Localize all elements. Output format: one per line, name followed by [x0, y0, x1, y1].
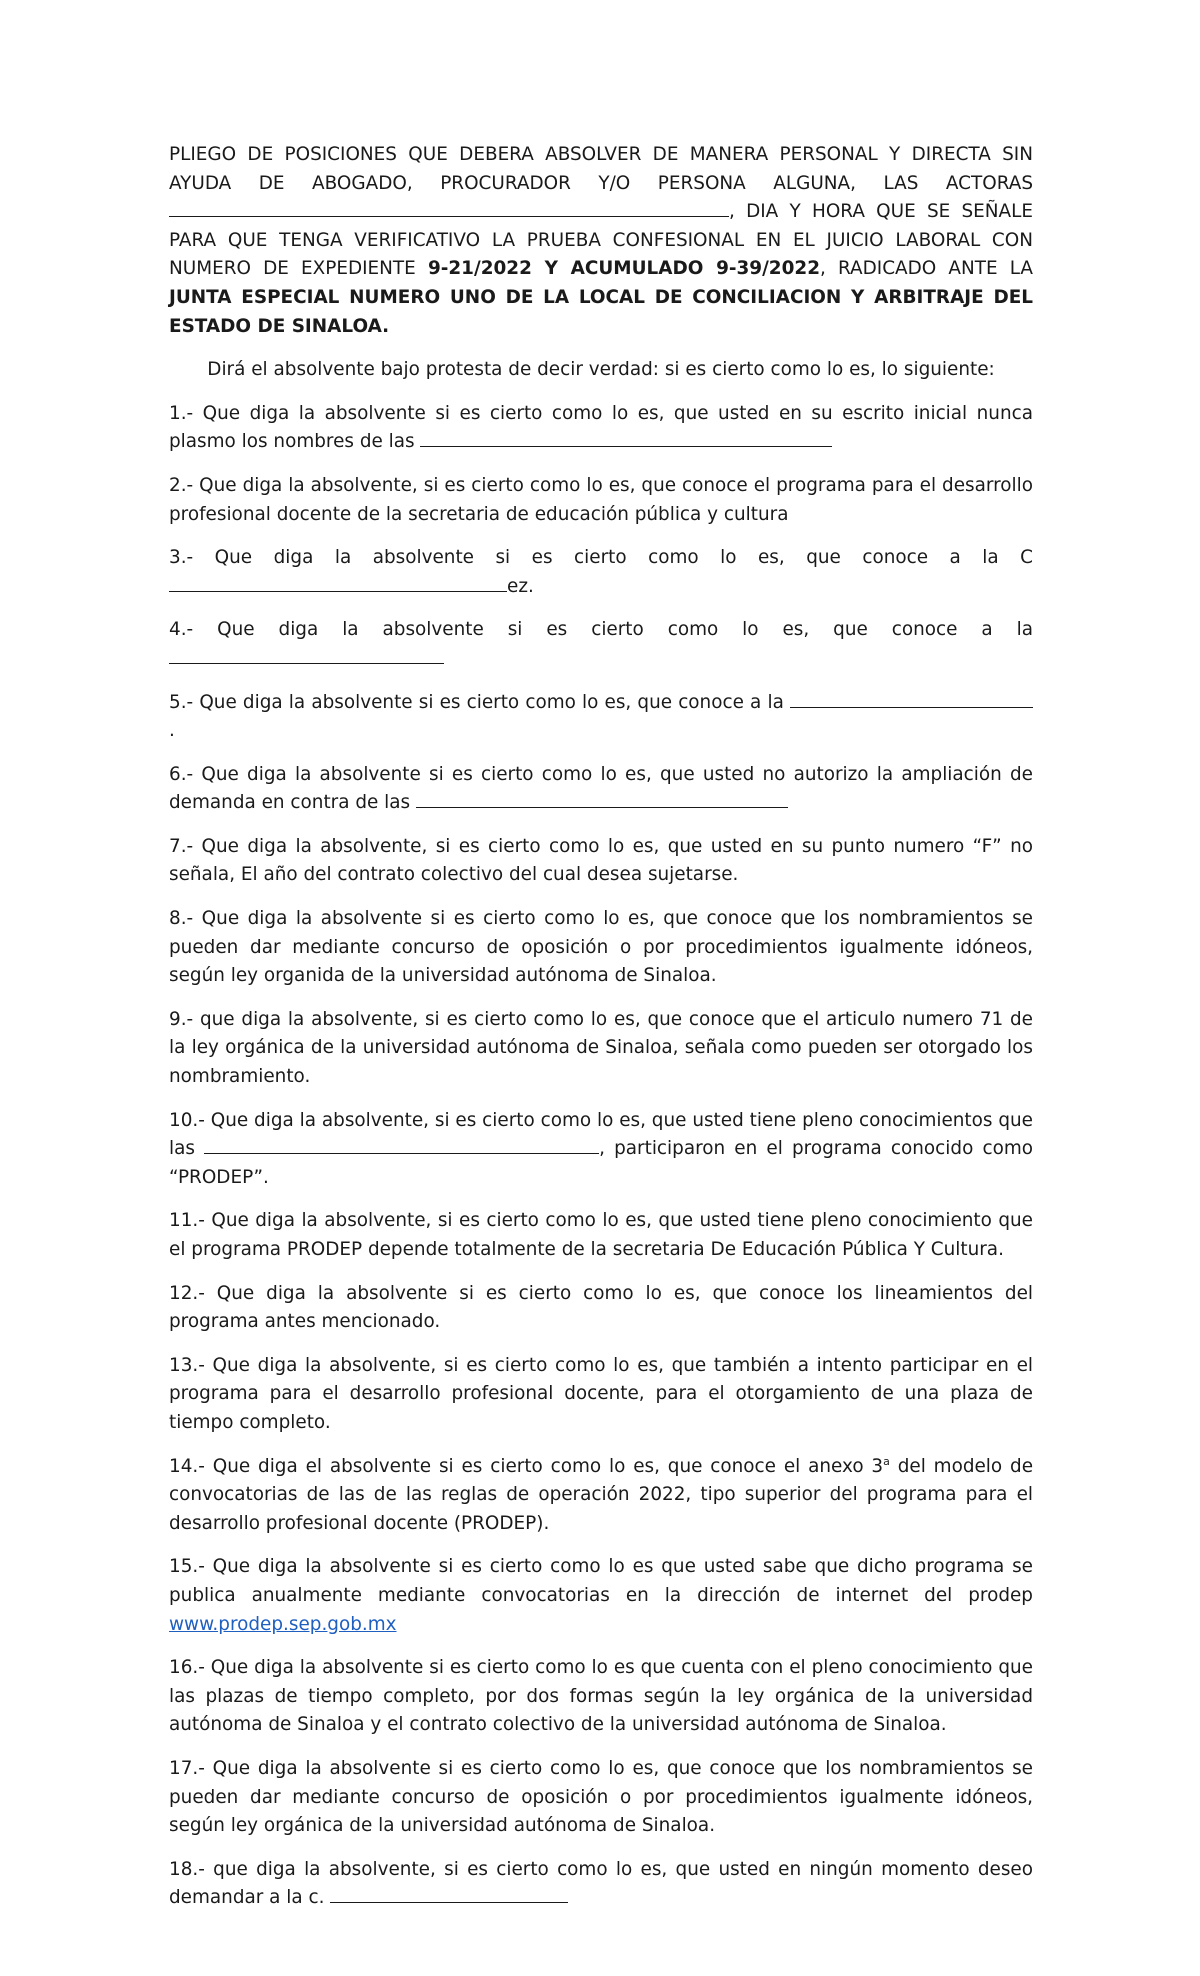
item-text: 2.- Que diga la absolvente, si es cierto como lo es, que conoce el programa para el desarrollo profesional docente de la secretaria de educación pública y cultura [169, 474, 1033, 525]
position-item-5 [169, 689, 1033, 746]
item-text: 5.- Que diga la absolvente si es cierto como lo es, que conoce a la [169, 691, 790, 713]
position-item-7 [169, 833, 1033, 890]
item-text: 3.- Que diga la absolvente si es cierto como lo es, que conoce a la C [169, 547, 1033, 569]
item-text: 17.- Que diga la absolvente si es cierto como lo es, que conoce que los nombramientos se pueden dar mediante concurso de oposición o por procedimientos igualmente idóneos, según ley orgánica de la universidad autónoma de Sinaloa. [169, 1757, 1033, 1837]
document-header [169, 141, 1033, 341]
position-item-14 [169, 1453, 1033, 1539]
item-text-end: del modelo de convocatorias de las de las reglas de operación 2022, tipo superior del programa para el desarrollo profesional docente (PRODEP). [169, 1455, 1034, 1534]
position-item-9 [169, 1006, 1033, 1092]
header-line1: PLIEGO DE POSICIONES QUE DEBERA ABSOLVER DE MANERA PERSONAL Y DIRECTA SIN AYUDA DE ABOGADO, PROCURADOR Y/O PERSONA ALGUNA, LAS ACTORAS [169, 144, 1033, 194]
item-text: 6.- Que diga la absolvente si es cierto como lo es, que usted no autorizo la ampliación de demanda en contra de las [169, 763, 1033, 814]
item-text: 12.- Que diga la absolvente si es cierto como lo es, que conoce los lineamientos del programa antes mencionado. [169, 1282, 1033, 1333]
position-item-16 [169, 1654, 1033, 1740]
junta-name: JUNTA ESPECIAL NUMERO UNO DE LA LOCAL DE CONCILIACION Y ARBITRAJE DEL ESTADO DE SINALOA. [169, 286, 1033, 337]
header-radicado: , RADICADO ANTE LA [820, 258, 1033, 280]
name-blank [330, 1884, 568, 1903]
item-text: 10.- Que diga la absolvente, si es cierto como lo es, que usted tiene pleno conocimientos que las [169, 1109, 1033, 1160]
position-item-15 [169, 1553, 1033, 1639]
item-text: 9.- que diga la absolvente, si es cierto como lo es, que conoce que el articulo numero 71 de la ley orgánica de la universidad autónoma de Sinaloa, señala como pueden ser otorgado los nombramiento. [169, 1008, 1033, 1088]
position-item-10 [169, 1107, 1033, 1193]
position-item-13 [169, 1352, 1033, 1438]
item-text: 11.- Que diga la absolvente, si es cierto como lo es, que usted tiene pleno conocimiento que el programa PRODEP depende totalmente de la secretaria De Educación Pública Y Cultura. [169, 1210, 1033, 1260]
item-text: 18.- que diga la absolvente, si es cierto como lo es, que usted en ningún momento deseo demandar a la c. [169, 1858, 1033, 1909]
item-text: 1.- Que diga la absolvente si es cierto como lo es, que usted en su escrito inicial nunca plasmo los nombres de las [169, 402, 1033, 453]
item-text: 16.- Que diga la absolvente si es cierto como lo es que cuenta con el pleno conocimiento que las plazas de tiempo completo, por dos formas según la ley orgánica de la universidad autónoma de Sinaloa y el contrato colectivo de la universidad autónoma de Sinaloa. [169, 1657, 1033, 1736]
position-item-3 [169, 544, 1033, 601]
position-item-11 [169, 1207, 1033, 1264]
actoras-blank [169, 198, 729, 217]
position-item-12 [169, 1280, 1033, 1337]
expediente-number: 9-21/2022 Y ACUMULADO 9-39/2022 [427, 258, 820, 280]
name-blank [169, 645, 444, 664]
superscript: a [883, 1454, 890, 1468]
position-item-2 [169, 472, 1033, 529]
position-item-4 [169, 616, 1033, 673]
header-after-blank: , DIA Y HORA QUE SE SEÑALE PARA QUE TENGA VERIFICATIVO LA PRUEBA CONFESIONAL EN EL JUICIO LABORAL CON NUMERO DE EXPEDIENTE [169, 201, 1033, 280]
position-item-8 [169, 905, 1033, 991]
position-item-17 [169, 1755, 1033, 1841]
item-text: 13.- Que diga la absolvente, si es cierto como lo es, que también a intento participar en el programa para el desarrollo profesional docente, para el otorgamiento de una plaza de tiempo completo. [169, 1354, 1033, 1433]
name-blank [420, 428, 832, 447]
name-blank [416, 789, 788, 808]
position-item-18 [169, 1856, 1033, 1913]
item-text: 8.- Que diga la absolvente si es cierto como lo es, que conoce que los nombramientos se pueden dar mediante concurso de oposición o por procedimientos igualmente idóneos, según ley organida de la universidad autónoma de Sinaloa. [169, 908, 1033, 987]
item-text: 14.- Que diga el absolvente si es cierto como lo es, que conoce el anexo 3 [169, 1455, 884, 1477]
item-text-end: , participaron en el programa conocido como “PRODEP”. [169, 1138, 1033, 1188]
item-text: 7.- Que diga la absolvente, si es cierto como lo es, que usted en su punto numero “F” no señala, El año del contrato colectivo del cual desea sujetarse. [169, 835, 1033, 886]
item-text: 4.- Que diga la absolvente si es cierto como lo es, que conoce a la [169, 619, 1033, 641]
name-blank [204, 1135, 599, 1154]
position-item-6 [169, 761, 1033, 818]
item-text-end: ez. [507, 575, 534, 597]
item-text-end: . [169, 720, 175, 742]
position-item-1 [169, 400, 1033, 457]
item-text: 15.- Que diga la absolvente si es cierto como lo es que usted sabe que dicho programa se publica anualmente mediante convocatorias en la dirección de internet del prodep [169, 1556, 1033, 1606]
prodep-link[interactable]: www.prodep.sep.gob.mx [169, 1613, 397, 1635]
name-blank [790, 689, 1033, 708]
name-blank [169, 573, 507, 592]
intro-statement: Dirá el absolvente bajo protesta de decir verdad: si es cierto como lo es, lo siguiente: [207, 359, 995, 381]
